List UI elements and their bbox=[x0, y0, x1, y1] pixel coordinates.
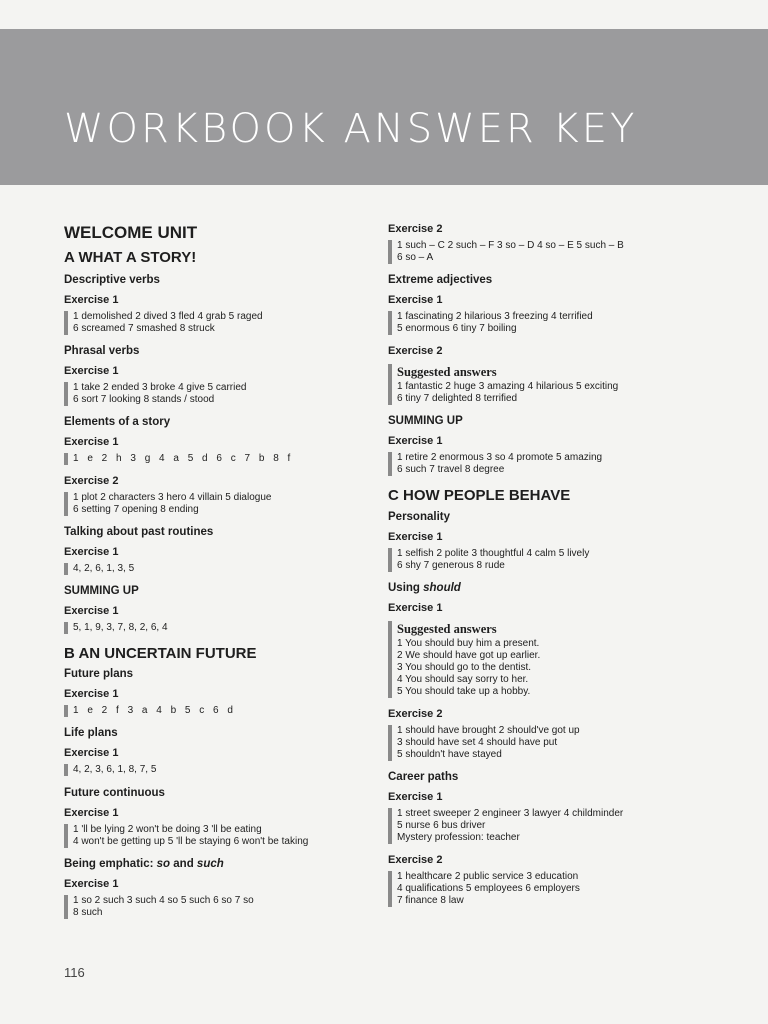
answer-block bbox=[64, 311, 372, 335]
exercise-heading: Exercise 1 bbox=[388, 531, 443, 543]
answer-line: 6 sort 7 looking 8 stands / stood bbox=[73, 394, 215, 405]
left-column bbox=[64, 222, 372, 919]
topic-italic-word: so bbox=[156, 858, 171, 870]
suggested-answers-label: Suggested answers bbox=[397, 365, 497, 379]
topic-heading: Elements of a story bbox=[64, 416, 171, 428]
answer-line: 4, 2, 3, 6, 1, 8, 7, 5 bbox=[73, 764, 157, 775]
answer-line: 3 You should go to the dentist. bbox=[397, 662, 531, 673]
topic-text: Being emphatic: bbox=[64, 858, 157, 870]
topic-heading: SUMMING UP bbox=[388, 415, 463, 427]
topic-text: and bbox=[170, 858, 197, 870]
answer-block bbox=[388, 311, 704, 335]
topic-heading: Life plans bbox=[64, 727, 118, 739]
topic-heading: Phrasal verbs bbox=[64, 345, 140, 357]
answer-line: 1 demolished 2 dived 3 fled 4 grab 5 raged bbox=[73, 311, 263, 322]
topic-heading: Future continuous bbox=[64, 787, 165, 799]
answer-block bbox=[64, 622, 372, 634]
exercise-heading: Exercise 1 bbox=[388, 294, 443, 306]
answer-line: 1 You should buy him a present. bbox=[397, 638, 540, 649]
topic-text: Using bbox=[388, 582, 424, 594]
exercise-heading: Exercise 2 bbox=[388, 708, 443, 720]
answer-line: 1 plot 2 characters 3 hero 4 villain 5 dialogue bbox=[73, 492, 272, 503]
answer-line: 1 healthcare 2 public service 3 education bbox=[397, 871, 579, 882]
page-title: WORKBOOK ANSWER KEY bbox=[64, 106, 638, 152]
answer-block bbox=[388, 871, 704, 907]
exercise-heading: Exercise 1 bbox=[388, 602, 443, 614]
answer-line: 4 won't be getting up 5 'll be staying 6 won't be taking bbox=[73, 836, 309, 847]
answer-block bbox=[64, 492, 372, 516]
exercise-heading: Exercise 1 bbox=[64, 747, 119, 759]
exercise-heading: Exercise 1 bbox=[64, 688, 119, 700]
answer-line: 1 retire 2 enormous 3 so 4 promote 5 amazing bbox=[397, 452, 603, 463]
answer-line: 7 finance 8 law bbox=[397, 895, 464, 906]
answer-block bbox=[64, 764, 372, 776]
answer-block bbox=[388, 240, 704, 264]
right-column bbox=[388, 222, 704, 907]
answer-block bbox=[64, 563, 372, 575]
topic-italic-word: such bbox=[196, 858, 224, 870]
topic-heading: SUMMING UP bbox=[64, 585, 139, 597]
topic-heading: Future plans bbox=[64, 668, 134, 680]
answer-line: 5 shouldn't have stayed bbox=[397, 749, 502, 760]
answer-line: 1 e 2 h 3 g 4 a 5 d 6 c 7 b 8 f bbox=[73, 453, 294, 464]
answer-line: 8 such bbox=[73, 907, 103, 918]
answer-line: 5, 1, 9, 3, 7, 8, 2, 6, 4 bbox=[73, 622, 168, 633]
answer-line: 5 nurse 6 bus driver bbox=[397, 820, 486, 831]
page-number: 116 bbox=[64, 965, 85, 980]
topic-heading: Career paths bbox=[388, 771, 459, 783]
answer-block bbox=[388, 808, 704, 844]
exercise-heading: Exercise 1 bbox=[64, 546, 119, 558]
topic-heading bbox=[64, 857, 372, 872]
answer-block bbox=[388, 548, 704, 572]
exercise-heading: Exercise 1 bbox=[64, 294, 119, 306]
answer-line: Mystery profession: teacher bbox=[397, 832, 520, 843]
answer-line: 6 so – A bbox=[397, 252, 434, 263]
unit-title: WELCOME UNIT bbox=[64, 223, 198, 242]
section-title-c: C HOW PEOPLE BEHAVE bbox=[388, 487, 571, 504]
answer-block bbox=[64, 824, 372, 848]
exercise-heading: Exercise 2 bbox=[388, 854, 443, 866]
answer-line: 6 tiny 7 delighted 8 terrified bbox=[397, 393, 518, 404]
answer-line: 4 You should say sorry to her. bbox=[397, 674, 529, 685]
answer-line: 6 screamed 7 smashed 8 struck bbox=[73, 323, 215, 334]
answer-line: 1 should have brought 2 should've got up bbox=[397, 725, 580, 736]
answer-block bbox=[64, 453, 372, 465]
exercise-heading: Exercise 1 bbox=[64, 878, 119, 890]
answer-block bbox=[388, 364, 704, 405]
answer-line: 1 fantastic 2 huge 3 amazing 4 hilarious 5 exciting bbox=[397, 381, 619, 392]
answer-line: 1 street sweeper 2 engineer 3 lawyer 4 childminder bbox=[397, 808, 624, 819]
topic-heading: Personality bbox=[388, 511, 450, 523]
answer-block bbox=[388, 725, 704, 761]
answer-block bbox=[64, 705, 372, 717]
exercise-heading: Exercise 1 bbox=[64, 365, 119, 377]
answer-block bbox=[64, 895, 372, 919]
suggested-answers-label: Suggested answers bbox=[397, 622, 497, 636]
topic-heading bbox=[388, 581, 704, 596]
topic-italic-word: should bbox=[423, 582, 461, 594]
answer-line: 4 qualifications 5 employees 6 employers bbox=[397, 883, 580, 894]
answer-line: 1 fascinating 2 hilarious 3 freezing 4 terrified bbox=[397, 311, 593, 322]
answer-line: 1 so 2 such 3 such 4 so 5 such 6 so 7 so bbox=[73, 895, 254, 906]
answer-line: 5 enormous 6 tiny 7 boiling bbox=[397, 323, 517, 334]
topic-heading: Descriptive verbs bbox=[64, 274, 160, 286]
answer-block bbox=[64, 382, 372, 406]
exercise-heading: Exercise 2 bbox=[388, 223, 443, 235]
answer-line: 1 'll be lying 2 won't be doing 3 'll be eating bbox=[73, 824, 262, 835]
answer-line: 1 selfish 2 polite 3 thoughtful 4 calm 5 lively bbox=[397, 548, 590, 559]
answer-line: 2 We should have got up earlier. bbox=[397, 650, 541, 661]
answer-line: 6 setting 7 opening 8 ending bbox=[73, 504, 199, 515]
section-title-a: A WHAT A STORY! bbox=[64, 249, 197, 266]
exercise-heading: Exercise 1 bbox=[388, 791, 443, 803]
topic-heading: Talking about past routines bbox=[64, 526, 214, 538]
answer-line: 1 such – C 2 such – F 3 so – D 4 so – E 5 such – B bbox=[397, 240, 624, 251]
exercise-heading: Exercise 1 bbox=[64, 605, 119, 617]
answer-line: 5 You should take up a hobby. bbox=[397, 686, 531, 697]
answer-block bbox=[388, 621, 704, 698]
answer-line: 4, 2, 6, 1, 3, 5 bbox=[73, 563, 135, 574]
answer-line: 6 shy 7 generous 8 rude bbox=[397, 560, 505, 571]
exercise-heading: Exercise 1 bbox=[64, 807, 119, 819]
answer-line: 1 e 2 f 3 a 4 b 5 c 6 d bbox=[73, 705, 236, 716]
exercise-heading: Exercise 2 bbox=[388, 345, 443, 357]
topic-heading: Extreme adjectives bbox=[388, 274, 493, 286]
answer-line: 1 take 2 ended 3 broke 4 give 5 carried bbox=[73, 382, 247, 393]
section-title-b: B AN UNCERTAIN FUTURE bbox=[64, 645, 257, 662]
answer-line: 3 should have set 4 should have put bbox=[397, 737, 558, 748]
answer-line: 6 such 7 travel 8 degree bbox=[397, 464, 505, 475]
exercise-heading: Exercise 1 bbox=[388, 435, 443, 447]
answer-block bbox=[388, 452, 704, 476]
exercise-heading: Exercise 2 bbox=[64, 475, 119, 487]
exercise-heading: Exercise 1 bbox=[64, 436, 119, 448]
